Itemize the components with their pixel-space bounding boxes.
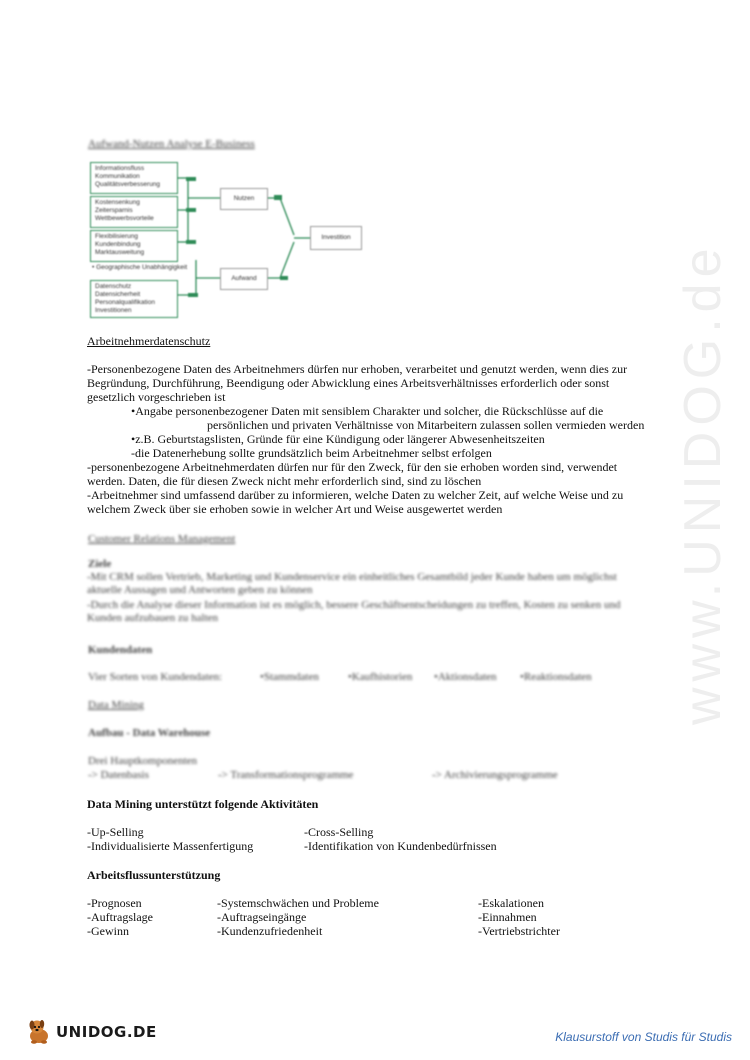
arbeitnehmer-bullet-3: -die Datenerhebung sollte grundsätzlich beim Arbeitnehmer selbst erfolgen <box>131 446 492 460</box>
workflow-col-1 <box>87 896 153 938</box>
diagram-box-1-line: Informationsfluss <box>95 165 145 172</box>
dm-activity-item: -Cross-Selling <box>304 825 374 839</box>
footer-tagline: Klausurstoff von Studis für Studis <box>555 1030 732 1044</box>
diagram-box-2-line: Zeitersparnis <box>95 207 133 214</box>
section-title-aufwand: Aufwand-Nutzen Analyse E-Business <box>88 138 255 150</box>
crm-ziele-label: Ziele <box>88 558 112 570</box>
crm-aufbau-label: Aufbau - Data Warehouse <box>88 727 211 739</box>
workflow-item: -Systemschwächen und Probleme <box>217 896 379 910</box>
crm-kundendaten-item: •Reaktionsdaten <box>520 671 592 683</box>
diagram-box-4-line: Datensicherheit <box>95 291 141 298</box>
arbeitnehmer-p2: -personenbezogene Arbeitnehmerdaten dürfen nur für den Zweck, für den sie erhoben worden sind, verwendet werden. Daten, die für diesen Zweck nicht mehr erforderlich sind, sind zu löschen <box>87 460 618 488</box>
diagram-box-3-line: Marktausweitung <box>95 249 145 256</box>
workflow-item: -Auftragslage <box>87 910 153 924</box>
dm-activity-item: -Identifikation von Kundenbedürfnissen <box>304 839 497 853</box>
crm-datamining-label: Data Mining <box>88 699 144 711</box>
crm-kundendaten-label: Kundendaten <box>88 644 153 656</box>
diagram-box-1-line: Kommunikation <box>95 173 140 180</box>
arbeitnehmer-p1: -Personenbezogene Daten des Arbeitnehmers dürfen nur erhoben, verarbeitet und genutzt werden, wenn dies zur Begründung, Durchführung, Beendigung oder Abwicklung eines Arbeitsverhältnisses erforderlich oder sonst gesetzlich vorgeschrieben ist <box>87 362 628 404</box>
unidog-logo[interactable] <box>24 1016 157 1048</box>
diagram-box-3-line: Kundenbindung <box>95 241 141 248</box>
workflow-item: -Kundenzufriedenheit <box>217 924 323 938</box>
diagram-box-4 <box>90 280 178 318</box>
aufwand-nutzen-diagram <box>86 160 376 320</box>
dm-activities-col-2 <box>304 825 497 853</box>
crm-kundendaten-item: •Stammdaten <box>260 671 319 683</box>
workflow-item: -Eskalationen <box>478 896 544 910</box>
arbeitnehmer-bullet-1b: persönlichen und privaten Verhältnisse von Mitarbeitern zulassen sollen vermieden werden <box>207 418 645 432</box>
crm-ziel-1: -Mit CRM sollen Vertrieb, Marketing und Kundenservice ein einheitliches Gesamtbild jeder Kunde haben um möglichst aktuelle Aussagen und Antworten geben zu können <box>87 571 617 596</box>
workflow-title: Arbeitsflussunterstützung <box>87 868 221 882</box>
watermark-text: www.UNIDOG.de <box>674 242 732 725</box>
workflow-item: -Prognosen <box>87 896 142 910</box>
diagram-box-4-line: Datenschutz <box>95 283 132 290</box>
diagram-box-1-line: Qualitätsverbesserung <box>95 181 161 188</box>
diagram-box-3 <box>90 230 178 262</box>
diagram-box-4-line: Investitionen <box>95 307 132 314</box>
crm-haupt-item: -> Archivierungsprogramme <box>432 769 558 781</box>
dm-activities-col-1 <box>87 825 253 853</box>
diagram-box-2 <box>90 196 178 228</box>
diagram-box-4-line: Personalqualifikation <box>95 299 155 306</box>
diagram-box-1 <box>90 162 178 194</box>
workflow-col-3 <box>478 896 560 938</box>
diagram-nutzen-box: Nutzen <box>220 188 268 210</box>
workflow-item: -Gewinn <box>87 924 129 938</box>
diagram-aufwand-box: Aufwand <box>220 268 268 290</box>
dm-activities-title: Data Mining unterstützt folgende Aktivitäten <box>87 797 319 811</box>
arbeitnehmer-p3: -Arbeitnehmer sind umfassend darüber zu informieren, welche Daten zu welcher Zeit, auf welche Weise und zu welchem Zweck über sie erhoben sowie in welcher Art und Weise ausgewertet werden <box>87 488 624 516</box>
arbeitnehmer-bullet-2: •z.B. Geburtstagslisten, Gründe für eine Kündigung oder längerer Abwesenheitszeiten <box>131 432 545 446</box>
workflow-item: -Auftragseingänge <box>217 910 307 924</box>
workflow-item: -Einnahmen <box>478 910 537 924</box>
crm-haupt-item: -> Datenbasis <box>88 769 149 781</box>
diagram-box-2-line: Kostensenkung <box>95 199 140 206</box>
crm-kundendaten-intro: Vier Sorten von Kundendaten: <box>88 671 223 683</box>
arbeitnehmer-bullet-1a: •Angabe personenbezogener Daten mit sensiblem Charakter und solcher, die Rückschlüsse auf die <box>131 404 604 418</box>
crm-kundendaten-item: •Aktionsdaten <box>434 671 497 683</box>
crm-title: Customer Relations Management <box>88 533 236 545</box>
workflow-col-2 <box>217 896 379 938</box>
diagram-result-box: Investition <box>310 226 362 250</box>
workflow-item: -Vertriebstrichter <box>478 924 560 938</box>
crm-kundendaten-item: •Kaufhistorien <box>348 671 413 683</box>
diagram-box-2-line: Wettbewerbsvorteile <box>95 215 154 222</box>
crm-haupt-label: Drei Hauptkomponenten <box>88 755 198 767</box>
logo-text: UNIDOG.DE <box>56 1023 157 1041</box>
crm-ziel-2: -Durch die Analyse dieser Information ist es möglich, bessere Geschäftsentscheidungen zu treffen, Kosten zu senken und Kunden aufzubauen zu halten <box>87 599 621 624</box>
dog-icon <box>24 1017 54 1047</box>
diagram-box-3-line: Flexibilisierung <box>95 233 138 240</box>
diagram-extra-bullet: • Geographische Unabhängigkeit <box>92 264 188 271</box>
dm-activity-item: -Individualisierte Massenfertigung <box>87 839 254 853</box>
arbeitnehmer-title: Arbeitnehmerdatenschutz <box>87 334 211 348</box>
dm-activity-item: -Up-Selling <box>87 825 144 839</box>
crm-haupt-item: -> Transformationsprogramme <box>218 769 354 781</box>
